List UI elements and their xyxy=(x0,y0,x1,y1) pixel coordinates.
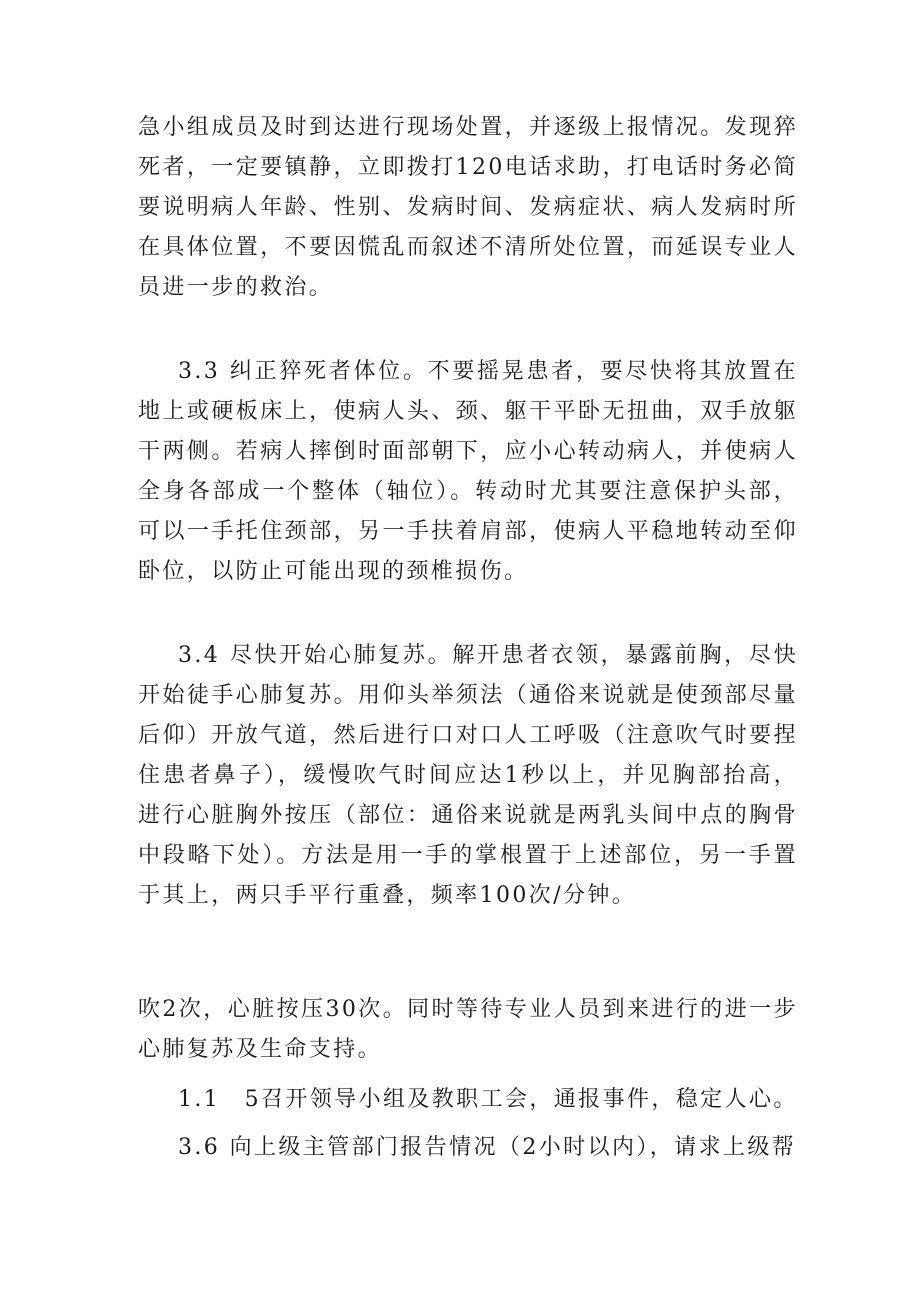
paragraph-3-4-cpr: 3.4 尽快开始心肺复苏。解开患者衣领，暴露前胸，尽快开始徒手心肺复苏。用仰头举须法（通俗来说就是使颈部尽量后仰）开放气道，然后进行口对口人工呼吸（注意吹气时要捏住患者鼻子），缓慢吹气时间应达1秒以上，并见胸部抬高，进行心脏胸外按压（部位：通俗来说就是两乳头间中点的胸骨中段略下处）。方法是用一手的掌根置于上述部位，另一手置于其上，两只手平行重叠，频率100次/分钟。 xyxy=(138,643,798,908)
paragraph-3-3-body-position: 3.3 纠正猝死者体位。不要摇晃患者，要尽快将其放置在地上或硬板床上，使病人头、颈、躯干平卧无扭曲，双手放躯干两侧。若病人摔倒时面部朝下，应小心转动病人，并使病人全身各部成一个整体（轴位）。转动时尤其要注意保护头部，可以一手托住颈部，另一手扶着肩部，使病人平稳地转动至仰卧位，以防止可能出现的颈椎损伤。 xyxy=(138,359,798,584)
paragraph-3-6-report: 3.6 向上级主管部门报告情况（2小时以内），请求上级帮 xyxy=(178,1135,797,1160)
paragraph-emergency-report: 急小组成员及时到达进行现场处置，并逐级上报情况。发现猝死者，一定要镇静，立即拨打120电话求助，打电话时务必简要说明病人年龄、性别、发病时间、发病症状、病人发病时所在具体位置，不要因慌乱而叙述不清所处位置，而延误专业人员进一步的救治。 xyxy=(138,115,798,300)
paragraph-1-1-meeting: 1.1 5召开领导小组及教职工会，通报事件，稳定人心。 xyxy=(178,1087,798,1112)
paragraph-cpr-ratio: 吹2次，心脏按压30次。同时等待专业人员到来进行的进一步心肺复苏及生命支持。 xyxy=(138,997,798,1062)
